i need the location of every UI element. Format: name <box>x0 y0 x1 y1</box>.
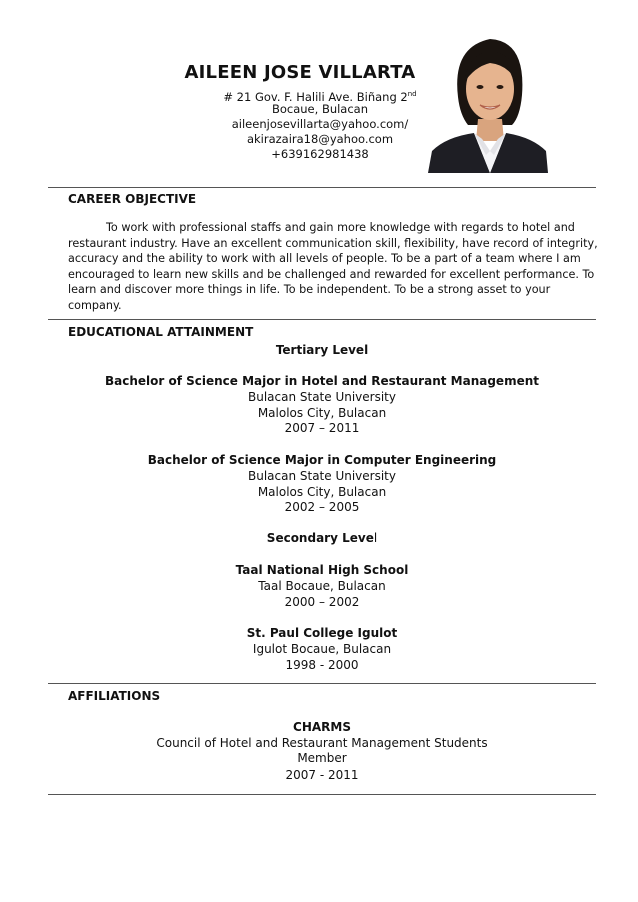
email-secondary: akirazaira18@yahoo.com <box>246 132 394 146</box>
school-name: St. Paul College Igulot <box>246 626 398 640</box>
degree-title: Bachelor of Science Major in Hotel and Restaurant Management <box>104 374 539 388</box>
organization-acronym: CHARMS <box>293 720 351 734</box>
section-divider <box>48 683 596 684</box>
school-name: Bulacan State University <box>247 469 396 483</box>
education-heading: EDUCATIONAL ATTAINMENT <box>68 325 254 339</box>
affiliation-years: 2007 - 2011 <box>285 768 359 782</box>
school-years: 2007 – 2011 <box>284 421 360 435</box>
section-divider <box>48 319 596 320</box>
email-primary: aileenjosevillarta@yahoo.com/ <box>231 117 409 131</box>
affiliation-role: Member <box>297 751 347 765</box>
school-location: Malolos City, Bulacan <box>257 485 387 499</box>
school-location: Malolos City, Bulacan <box>257 406 387 420</box>
school-name: Taal National High School <box>235 563 409 577</box>
ordinal-suffix: nd <box>407 90 417 98</box>
school-name: Bulacan State University <box>247 390 396 404</box>
address-line-2: Bocaue, Bulacan <box>271 102 369 116</box>
school-years: 2002 – 2005 <box>284 500 360 514</box>
resume-name: AILEEN JOSE VILLARTA <box>184 62 416 83</box>
career-objective-text: To work with professional staffs and gain more knowledge with regards to hotel and restaurant industry. Have an excellent communication skill, flexibility, have record of integrity, accuracy and the ability to work with all levels of people. To be a part of a team where I am encouraged to learn new skills and be challenged and rewarded for excellent performance. To learn and discover more things in life. To be independent. To be a strong asset to your company. <box>68 221 598 312</box>
school-location: Igulot Bocaue, Bulacan <box>252 642 392 656</box>
tertiary-level-label: Tertiary Level <box>275 343 369 357</box>
organization-name: Council of Hotel and Restaurant Management Students <box>156 736 488 750</box>
career-objective-heading: CAREER OBJECTIVE <box>68 192 197 206</box>
affiliations-heading: AFFILIATIONS <box>68 689 161 703</box>
section-divider <box>48 187 596 188</box>
school-years: 1998 - 2000 <box>285 658 359 672</box>
school-location: Taal Bocaue, Bulacan <box>258 579 386 593</box>
school-years: 2000 – 2002 <box>284 595 360 609</box>
secondary-level-label: Secondary Level <box>266 531 378 545</box>
profile-photo <box>428 27 548 173</box>
section-divider <box>48 794 596 795</box>
address-line-1: # 21 Gov. F. Halili Ave. Biñang 2nd <box>223 89 417 104</box>
phone-number: +639162981438 <box>271 147 369 161</box>
degree-title: Bachelor of Science Major in Computer Engineering <box>147 453 497 467</box>
